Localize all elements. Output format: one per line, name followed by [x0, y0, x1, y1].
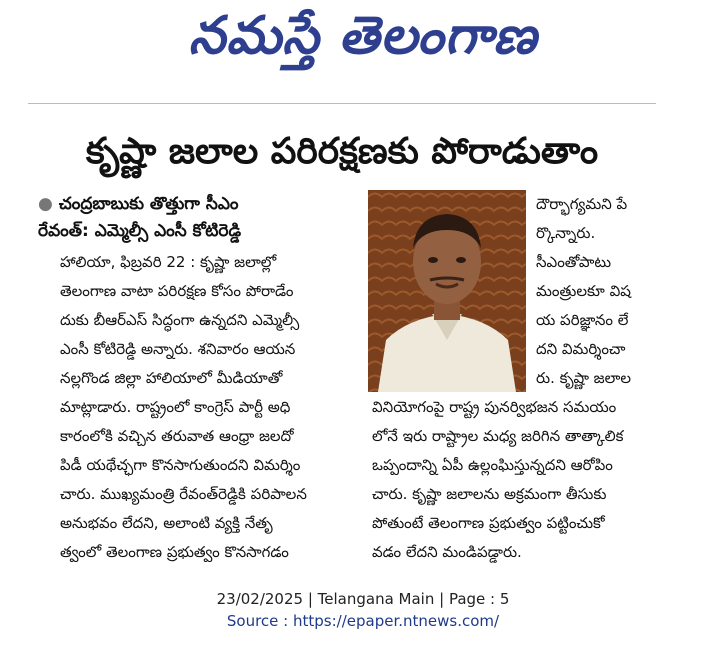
body-line: మంత్రులకూ విష	[536, 282, 631, 300]
body-line: కారంలోకి వచ్చిన తరువాత ఆంధ్రా జలదో	[60, 427, 294, 445]
article-right-wide-column	[372, 393, 658, 567]
body-line: ర్కొన్నారు.	[536, 224, 596, 242]
body-line: వడం లేదని మండిపడ్డారు.	[372, 543, 522, 561]
bullet-icon: ●	[38, 194, 53, 214]
article-left-column	[60, 248, 356, 567]
portrait-illustration	[368, 190, 526, 392]
body-line: దుకు బీఆర్ఎస్ సిద్ధంగా ఉన్నదని ఎమ్మెల్సీ	[60, 311, 300, 329]
footer-source: Source : https://epaper.ntnews.com/	[226, 612, 500, 630]
body-line: ఎంసీ కోటిరెడ్డి అన్నారు. శనివారం ఆయన	[60, 340, 296, 358]
body-line: లోనే ఇరు రాష్ట్రాల మధ్య జరిగిన తాత్కాలిక	[372, 427, 624, 445]
body-line: దని విమర్శించా	[536, 340, 626, 358]
article-subhead	[38, 191, 358, 245]
person-portrait-photo	[368, 190, 526, 392]
body-line: మాట్లాడారు. రాష్ట్రంలో కాంగ్రెస్ పార్టీ అధి	[60, 398, 291, 416]
footer-date-edition: 23/02/2025 | Telangana Main | Page : 5	[216, 590, 510, 608]
body-line: నల్లగొండ జిల్లా హాలియాలో మీడియాతో	[60, 369, 283, 387]
body-line: చారు. ముఖ్యమంత్రి రేవంత్‌రెడ్డికి పరిపాలన	[60, 485, 307, 503]
body-line: హాలియా, ఫిబ్రవరి 22 : కృష్ణా జలాల్లో	[60, 253, 277, 271]
body-line: తెలంగాణ వాటా పరిరక్షణ కోసం పోరాడేం	[60, 282, 294, 300]
body-line: చారు. కృష్ణా జలాలను అక్రమంగా తీసుకు	[372, 485, 607, 503]
article-headline: కృష్ణా జలాల పరిరక్షణకు పోరాడుతాం	[85, 131, 599, 172]
body-line: త్వంలో తెలంగాణ ప్రభుత్వం కొనసాగడం	[60, 543, 289, 561]
subhead-line-1: ● చంద్రబాబుకు తొత్తుగా సీఎం	[38, 194, 239, 214]
body-line: అనుభవం లేదని, అలాంటి వ్యక్తి నేతృ	[60, 514, 273, 532]
masthead-title: నమస్తే తెలంగాణ	[188, 6, 538, 66]
body-line: పోతుంటే తెలంగాణ ప్రభుత్వం పట్టించుకో	[372, 514, 605, 532]
article-right-narrow-column	[536, 190, 658, 393]
masthead	[0, 0, 726, 100]
page-footer	[0, 588, 726, 632]
body-line: దౌర్భాగ్యమని పే	[536, 195, 628, 213]
body-line: రు. కృష్ణా జలాల	[536, 369, 631, 387]
body-line: పిడీ యథేచ్ఛగా కొనసాగుతుందని విమర్శిం	[60, 456, 301, 474]
body-line: ఒప్పందాన్ని ఏపీ ఉల్లంఘిస్తున్నదని ఆరోపిం	[372, 456, 613, 474]
subhead-line-2: రేవంత్: ఎమ్మెల్సీ ఎంసీ కోటిరెడ్డి	[38, 221, 242, 241]
body-line: వినియోగంపై రాష్ట్ర పునర్విభజన సమయం	[372, 398, 617, 416]
body-line: సీఎంతోపాటు	[536, 253, 612, 271]
masthead-divider	[28, 103, 656, 104]
body-line: య పరిజ్ఞానం లే	[536, 311, 629, 329]
